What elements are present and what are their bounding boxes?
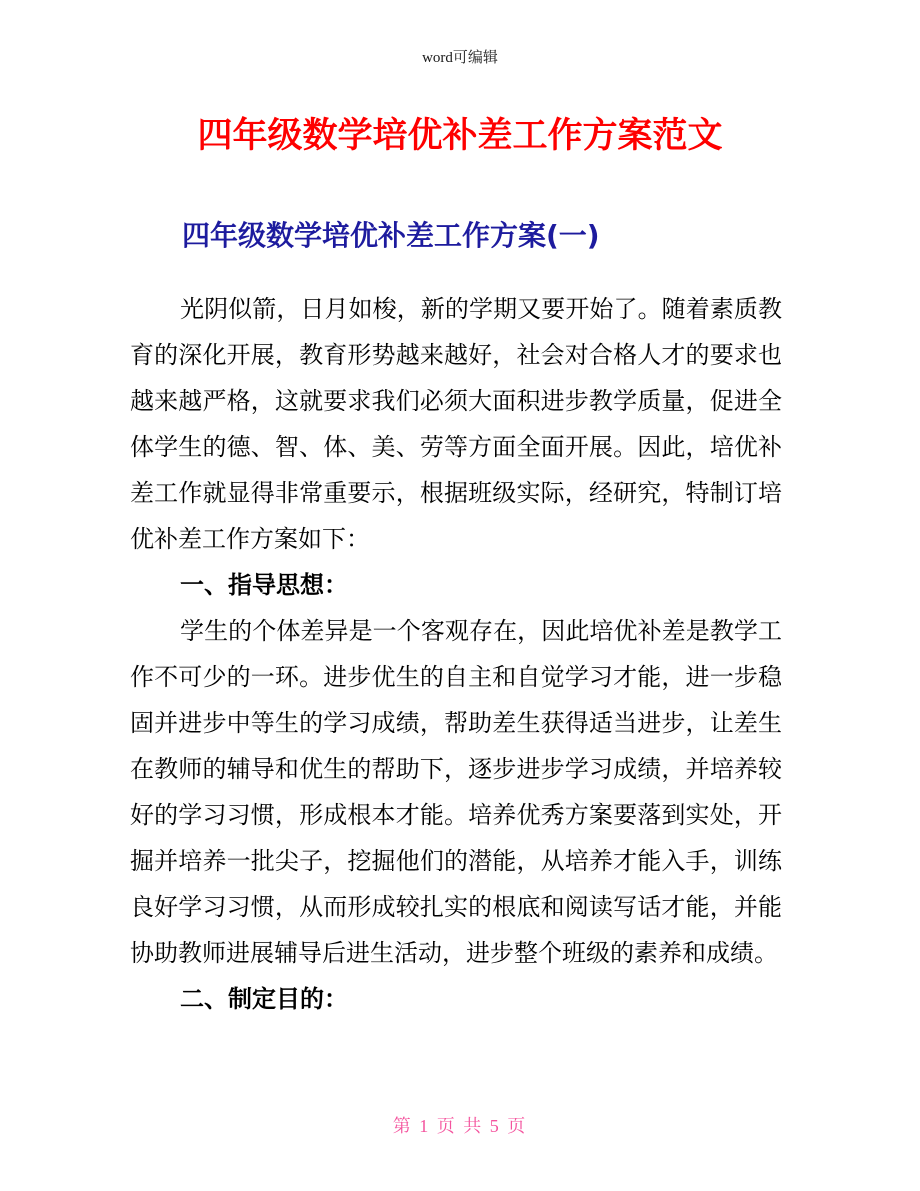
header-note: word可编辑 bbox=[422, 50, 498, 66]
body-line: 固并进步中等生的学习成绩，帮助差生获得适当进步，让差生 bbox=[130, 709, 782, 737]
body-line: 协助教师进展辅导后进生活动，进步整个班级的素养和成绩。 bbox=[130, 939, 778, 967]
page-footer bbox=[0, 1114, 920, 1138]
body-lines bbox=[0, 286, 920, 1022]
body-line: 优补差工作方案如下： bbox=[130, 525, 370, 553]
body-line: 体学生的德、智、体、美、劳等方面全面开展。因此，培优补 bbox=[130, 433, 782, 461]
body-line: 作不可少的一环。进步优生的自主和自觉学习才能，进一步稳 bbox=[130, 663, 782, 691]
section-heading: 一、指导思想： bbox=[180, 570, 348, 599]
body-line: 差工作就显得非常重要示，根据班级实际，经研究，特制订培 bbox=[130, 479, 782, 507]
doc-title: 四年级数学培优补差工作方案范文 bbox=[197, 116, 723, 156]
body-line: 在教师的辅导和优生的帮助下，逐步进步学习成绩，并培养较 bbox=[130, 755, 782, 783]
section-heading: 二、制定目的： bbox=[180, 984, 348, 1013]
body-line: 掘并培养一批尖子，挖掘他们的潜能，从培养才能入手，训练 bbox=[130, 847, 782, 875]
body-line: 学生的个体差异是一个客观存在，因此培优补差是教学工 bbox=[180, 617, 782, 645]
body-line: 好的学习习惯，形成根本才能。培养优秀方案要落到实处，开 bbox=[130, 801, 782, 829]
doc-subtitle: 四年级数学培优补差工作方案(一) bbox=[182, 219, 600, 252]
body-line: 育的深化开展，教育形势越来越好，社会对合格人才的要求也 bbox=[130, 341, 782, 369]
body-line: 光阴似箭，日月如梭，新的学期又要开始了。随着素质教 bbox=[180, 295, 782, 323]
body-line: 良好学习习惯，从而形成较扎实的根底和阅读写话才能，并能 bbox=[130, 893, 782, 921]
page-number-text: 第 1 页 共 5 页 bbox=[392, 1116, 528, 1136]
body-line: 越来越严格，这就要求我们必须大面积进步教学质量，促进全 bbox=[130, 387, 782, 415]
